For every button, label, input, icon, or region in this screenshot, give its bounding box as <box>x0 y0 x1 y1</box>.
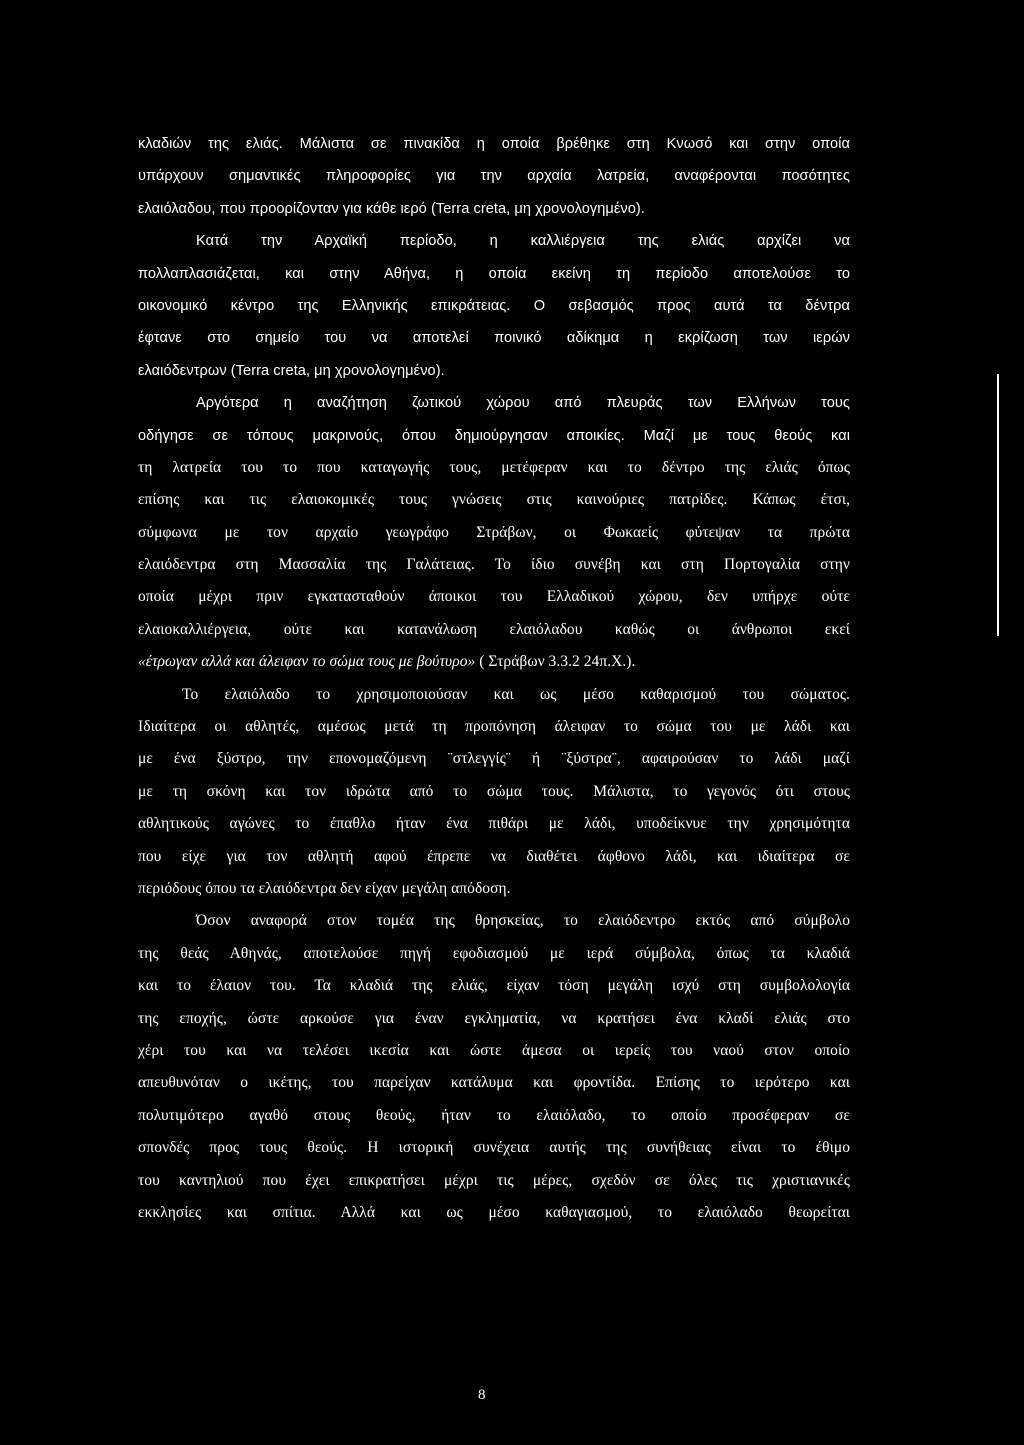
text-line: απευθυνόταν ο ικέτης, του παρείχαν κατάλυμα και φροντίδα. Επίσης το ιερότερο και <box>138 1074 850 1092</box>
text-line: σπονδές προς τους θεούς. Η ιστορική συνέχεια αυτής της συνήθειας είναι το έθιμο <box>138 1139 850 1157</box>
text-line: σύμφωνα με τον αρχαίο γεωγράφο Στράβων, οι Φωκαείς φύτεψαν τα πρώτα <box>138 523 850 541</box>
text-line: και το έλαιον του. Τα κλαδιά της ελιάς, είχαν τόση μεγάλη ισχύ στη συμβολολογία <box>138 977 850 995</box>
text-line: περιόδους όπου τα ελαιόδεντρα δεν είχαν μεγάλη απόδοση. <box>138 879 511 897</box>
text-line: έφτανε στο σημείο του να αποτελεί ποινικό αδίκημα η εκρίζωση των ιερών <box>138 330 850 347</box>
text-line: ελαιόλαδου, που προορίζονταν για κάθε ιερό (Terra creta, μη χρονολογημένο). <box>138 200 645 217</box>
document-body <box>138 128 850 1229</box>
text-line: επίσης και τις ελαιοκομικές τους γνώσεις στις καινούριες πατρίδες. Κάπως έτσι, <box>138 491 850 509</box>
text-line: οδήγησε σε τόπους μακρινούς, όπου δημιούργησαν αποικίες. Μαζί με τους θεούς και <box>138 427 850 444</box>
text-line: με τη σκόνη και τον ιδρώτα από το σώμα τους. Μάλιστα, το γεγονός ότι στους <box>138 782 850 800</box>
text-line: τη λατρεία του το που καταγωγής τους, μετέφεραν και το δέντρο της ελιάς όπως <box>138 458 850 476</box>
text-line: της εποχής, ώστε αρκούσε για έναν εγκληματία, να κρατήσει ένα κλαδί ελιάς στο <box>138 1009 850 1027</box>
margin-scan-line <box>997 374 999 636</box>
citation-reference: ( Στράβων 3.3.2 24π.Χ.). <box>475 653 636 671</box>
text-line: ελαιόδεντρων (Terra creta, μη χρονολογημένο). <box>138 362 445 379</box>
page-number: 8 <box>478 1387 486 1403</box>
text-line: Αργότερα η αναζήτηση ζωτικού χώρου από πλευράς των Ελλήνων τους <box>196 395 850 412</box>
text-line: πολυτιμότερο αγαθό στους θεούς, ήταν το ελαιόλαδο, το οποίο προσέφεραν σε <box>138 1106 850 1124</box>
text-line: με ένα ξύστρο, την επονομαζόμενη ¨στλεγγίς¨ ή ¨ξύστρα¨, αφαιρούσαν το λάδι μαζί <box>138 750 850 768</box>
text-line: της θεάς Αθηνάς, αποτελούσε πηγή εφοδιασμού με ιερά σύμβολα, όπως τα κλαδιά <box>138 944 850 962</box>
text-line: χέρι του και να τελέσει ικεσία και ώστε άμεσα οι ιερείς του ναού στον οποίο <box>138 1041 850 1059</box>
text-line: ελαιοκαλλιέργεια, ούτε και κατανάλωση ελαιόλαδου καθώς οι άνθρωποι εκεί <box>138 620 850 638</box>
text-line: Όσον αναφορά στον τομέα της θρησκείας, το ελαιόδεντρο εκτός από σύμβολο <box>196 912 850 930</box>
quote-text: «έτρωγαν αλλά και άλειφαν το σώμα τους με βούτυρο» <box>138 653 476 671</box>
text-line: υπάρχουν σημαντικές πληροφορίες για την αρχαία λατρεία, αναφέρονται ποσότητες <box>138 168 850 185</box>
text-line: Ιδιαίτερα οι αθλητές, αμέσως μετά τη προπόνηση άλειφαν το σώμα του με λάδι και <box>138 718 850 736</box>
text-line: Κατά την Αρχαϊκή περίοδο, η καλλιέργεια της ελιάς αρχίζει να <box>196 233 850 250</box>
text-line: ελαιόδεντρα στη Μασσαλία της Γαλάτειας. Το ίδιο συνέβη και στη Πορτογαλία στην <box>138 556 850 574</box>
text-line: που είχε για τον αθλητή αφού έπρεπε να διαθέτει άφθονο λάδι, και ιδιαίτερα σε <box>138 847 850 865</box>
text-line: εκκλησίες και σπίτια. Αλλά και ως μέσο καθαγιασμού, το ελαιόλαδο θεωρείται <box>138 1203 850 1221</box>
text-line: αθλητικούς αγώνες το έπαθλο ήταν ένα πιθάρι με λάδι, υποδείκνυε την χρησιμότητα <box>138 815 850 833</box>
text-line: κλαδιών της ελιάς. Μάλιστα σε πινακίδα η οποία βρέθηκε στη Κνωσό και στην οποία <box>138 136 850 152</box>
text-line: πολλαπλασιάζεται, και στην Αθήνα, η οποία εκείνη τη περίοδο αποτελούσε το <box>138 265 850 282</box>
text-line: Το ελαιόλαδο το χρησιμοποιούσαν και ως μέσο καθαρισμού του σώματος. <box>182 685 850 703</box>
text-line: οποία μέχρι πριν εγκατασταθούν άποικοι του Ελλαδικού χώρου, δεν υπήρχε ούτε <box>138 588 850 606</box>
text-line: οικονομικό κέντρο της Ελληνικής επικράτειας. Ο σεβασμός προς αυτά τα δέντρα <box>138 297 850 314</box>
citation-line <box>138 646 850 678</box>
text-line: του καντηλιού που έχει επικρατήσει μέχρι τις μέρες, σχεδόν σε όλες τις χριστιανικές <box>138 1171 850 1189</box>
